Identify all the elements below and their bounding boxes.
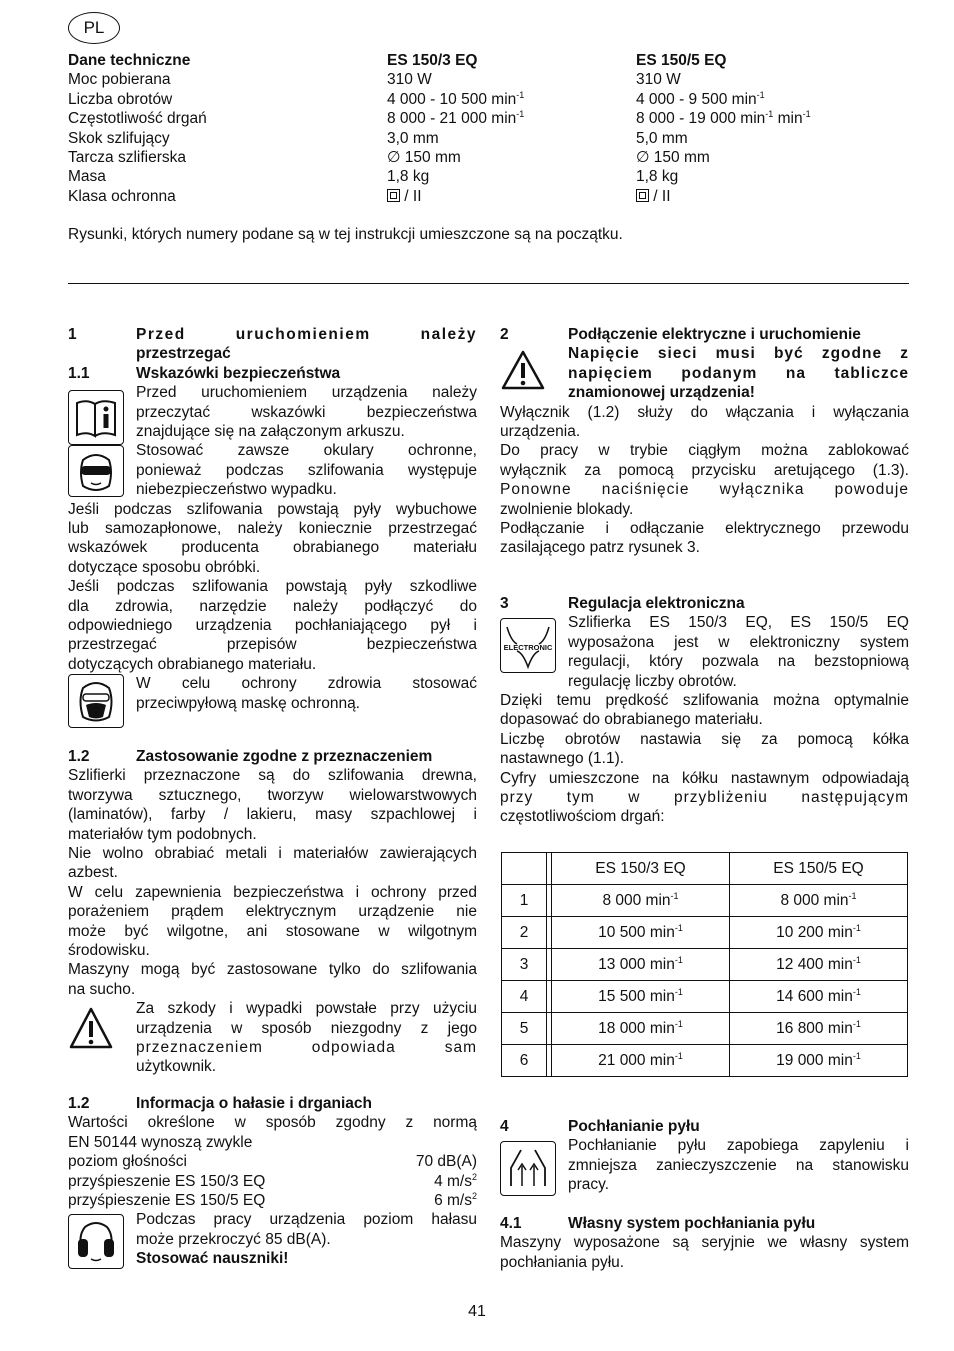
table-cell: 10 200 $\min^{-1}$ xyxy=(730,917,908,949)
table-cell: 4 xyxy=(502,981,547,1013)
spec-label: Liczba obrotów xyxy=(68,90,173,108)
left-column-2 xyxy=(68,747,477,1077)
spec-value-a: 4 000 - 10 500 $\min^{-1}$ xyxy=(387,89,525,108)
table-row xyxy=(502,949,908,981)
spec-label: Częstotliwość drgań xyxy=(68,110,207,128)
ear-protection-icon xyxy=(68,1214,124,1269)
digits-paragraph: Cyfry umieszczone na kółku nastawnym odpowiadają przy tym w przybliżeniu następującym częstotliwościom drgań: xyxy=(500,769,909,826)
table-cell: 21 000 $\min^{-1}$ xyxy=(552,1045,730,1077)
table-cell: 6 xyxy=(502,1045,547,1077)
spec-label: Skok szlifujący xyxy=(68,129,170,147)
moisture-paragraph: W celu zapewnienia bezpieczeństwa i ochrony przed porażeniem prądem elektrycznym urządzenie nie może być wilgotne, ani stosowane w wilgotnym środowisku. xyxy=(68,883,477,960)
spec-value-a: / II xyxy=(387,187,422,206)
table-header-cell: ES 150/5 EQ xyxy=(730,853,908,885)
spec-value-a: ∅ 150 mm xyxy=(387,149,461,166)
spec-row xyxy=(68,187,908,206)
spec-value-b: 310 W xyxy=(636,71,681,89)
specs-header-model-b: ES 150/5 EQ xyxy=(636,52,727,69)
spec-row xyxy=(68,109,908,128)
table-cell: 13 000 $\min^{-1}$ xyxy=(552,949,730,981)
dust-extraction-paragraph: Pochłanianie pyłu zapobiega zapyleniu i zmniejsza zanieczyszczenie na stanowisku pracy. xyxy=(568,1137,909,1194)
switch-paragraph: Wyłącznik (1.2) służy do włączania i wyłączania urządzenia. xyxy=(500,403,909,441)
double-insulation-icon xyxy=(636,189,649,202)
spec-value-a: 310 W xyxy=(387,71,432,89)
speed-paragraph: Dzięki temu prędkość szlifowania można optymalnie dopasować do obrabianego materiału. xyxy=(500,692,909,729)
electronics-paragraph: Szlifierka ES 150/3 EQ, ES 150/5 EQ wyposażona jest w elektroniczny system regulacji, który pozwala na bezstopniową regulację liczby obrotów. xyxy=(568,614,909,690)
manual-paragraph: Przed uruchomieniem urządzenia należy przeczytać wskazówki bezpieczeństwa znajdujące się na załączonym arkuszu. xyxy=(136,384,477,440)
spec-label: Klasa ochronna xyxy=(68,187,176,205)
right-column-3 xyxy=(500,1117,909,1195)
dry-only-paragraph: Maszyny mogą być zastosowane tylko do szlifowania na sucho. xyxy=(68,961,477,998)
hearing-paragraph: Podczas pracy urządzenia poziom hałasu może przekroczyć 85 dB(A). Stosować nauszniki! xyxy=(136,1211,477,1268)
spec-value-b: ∅ 150 mm xyxy=(636,149,710,166)
section-1-heading-cont: przestrzegać xyxy=(136,345,231,363)
page-number: 41 xyxy=(468,1303,486,1320)
warning-icon xyxy=(68,1005,114,1051)
table-cell: 10 500 $\min^{-1}$ xyxy=(552,917,730,949)
lock-paragraph: Do pracy w trybie ciągłym można zablokować wyłącznik za pomocą przycisku aretującego (1.3). Ponowne naciśnięcie wyłącznika powoduje zwolnienie blokady. xyxy=(500,442,909,518)
spec-value-a: 8 000 - 21 000 $\min^{-1}$ xyxy=(387,109,525,128)
specs-header-model-a: ES 150/3 EQ xyxy=(387,52,478,69)
table-row xyxy=(502,1013,908,1045)
cable-paragraph: Podłączanie i odłączanie elektrycznego przewodu zasilającego patrz rysunek 3. xyxy=(500,520,909,557)
manual-icon xyxy=(68,390,124,445)
electronic-icon xyxy=(500,618,556,673)
vibration-row-a: przyśpieszenie ES 150/3 EQ 4 $m/s^2$ xyxy=(68,1171,477,1190)
right-column xyxy=(500,325,909,558)
table-header-cell: ES 150/3 EQ xyxy=(552,853,730,885)
own-dust-system-paragraph: Maszyny wyposażone są seryjnie we własny system pochłaniania pyłu. xyxy=(500,1234,909,1271)
spec-value-b: 1,8 kg xyxy=(636,168,679,186)
specs-header-label: Dane techniczne xyxy=(68,52,191,69)
spec-row xyxy=(68,70,908,89)
section-noise-heading: 1.2 Informacja o hałasie i drganiach xyxy=(68,1095,373,1112)
harmful-dust-paragraph: Jeśli podczas szlifowania powstają pyły szkodliwe dla zdrowia, narzędzie należy podłączyć do odpowiedniego urządzenia pochłaniającego pył i przestrzegać przepisów bezpieczeństwa dotyczących obrabianego materiału. xyxy=(68,578,477,673)
specs-header xyxy=(68,51,908,70)
section-4-1-heading: 4.1 Własny system pochłaniania pyłu xyxy=(500,1215,816,1232)
table-cell: 16 800 $\min^{-1}$ xyxy=(730,1013,908,1045)
table-cell: 1 xyxy=(502,885,547,917)
section-1-2-heading: 1.2 Zastosowanie zgodne z przeznaczeniem xyxy=(68,748,433,765)
explosive-dust-paragraph: Jeśli podczas szlifowania powstają pyły wybuchowe lub samozapłonowe, należy koniecznie przestrzegać wskazówek producenta obrabianego materiału dotyczące sposobu obróbki. xyxy=(68,500,477,576)
table-row xyxy=(502,917,908,949)
wheel-paragraph: Liczbę obrotów nastawia się za pomocą kółka nastawnego (1.1). xyxy=(500,730,909,768)
spec-value-b: 4 000 - 9 500 $\min^{-1}$ xyxy=(636,89,765,108)
spec-value-b: 8 000 - 19 000 $\min^{-1} \min^{-1}$ xyxy=(636,109,811,128)
vibration-table xyxy=(501,852,908,1077)
spec-row xyxy=(68,148,908,167)
dust-mask-icon xyxy=(68,674,124,728)
dust-extraction-icon xyxy=(500,1141,556,1196)
table-row xyxy=(502,1045,908,1077)
table-cell: 12 400 $\min^{-1}$ xyxy=(730,949,908,981)
spec-label: Tarcza szlifierska xyxy=(68,149,186,166)
vibration-row-b: przyśpieszenie ES 150/5 EQ 6 $m/s^2$ xyxy=(68,1190,477,1209)
table-row xyxy=(502,981,908,1013)
table-cell: 8 000 $\min^{-1}$ xyxy=(730,885,908,917)
goggles-icon xyxy=(68,445,124,497)
table-cell: 5 xyxy=(502,1013,547,1045)
goggles-paragraph: Stosować zawsze okulary ochronne, ponieważ podczas szlifowania występuje niebezpieczeństwo wypadku. xyxy=(136,442,477,499)
mask-paragraph: W celu ochrony zdrowia stosować przeciwpyłową maskę ochronną. xyxy=(136,675,477,712)
section-2-heading-cont: Napięcie sieci musi być zgodne z napięciem podanym na tabliczce znamionowej urządzenia! xyxy=(568,345,909,402)
table-cell: 3 xyxy=(502,949,547,981)
divider xyxy=(68,283,909,284)
table-cell: 14 600 $\min^{-1}$ xyxy=(730,981,908,1013)
table-cell: 2 xyxy=(502,917,547,949)
metals-paragraph: Nie wolno obrabiać metali i materiałów zawierających azbest. xyxy=(68,845,477,882)
spec-value-a: 1,8 kg xyxy=(387,168,430,186)
electronic-icon-label: ELECTRONIC xyxy=(503,643,553,652)
figures-note: Rysunki, których numery podane są w tej instrukcji umieszczone są na początku. xyxy=(68,226,623,243)
table-cell: 15 500 $\min^{-1}$ xyxy=(552,981,730,1013)
liability-paragraph: Za szkody i wypadki powstałe przy użyciu urządzenia w sposób niezgodny z jego przeznaczeniem odpowiada sam użytkownik. xyxy=(136,1000,477,1076)
section-1-1-heading: 1.1 Wskazówki bezpieczeństwa xyxy=(68,364,341,382)
table-header-row xyxy=(502,853,908,885)
left-column-3 xyxy=(68,1094,477,1269)
noise-level-row: poziom głośności 70 dB(A) xyxy=(68,1153,477,1171)
spec-row xyxy=(68,167,908,186)
intended-use-paragraph: Szlifierki przeznaczone są do szlifowania drewna, tworzywa sztucznego, tworzyw wielowarstwowych (laminatów), farby / lakieru, masy szpachlowej i materiałów tym podobnych. xyxy=(68,767,477,843)
spec-value-b: / II xyxy=(636,187,671,206)
right-column-4 xyxy=(500,1214,909,1272)
spec-label: Masa xyxy=(68,168,106,186)
table-row xyxy=(502,885,908,917)
section-1-heading: 1 Przed uruchomieniem należy xyxy=(68,326,477,343)
left-column xyxy=(68,325,477,713)
section-4-heading: 4 Pochłanianie pyłu xyxy=(500,1118,700,1135)
double-insulation-icon xyxy=(387,189,400,202)
table-cell: 18 000 $\min^{-1}$ xyxy=(552,1013,730,1045)
spec-row xyxy=(68,90,908,109)
spec-label: Moc pobierana xyxy=(68,71,171,89)
spec-value-b: 5,0 mm xyxy=(636,129,688,147)
right-column-2 xyxy=(500,594,909,827)
language-badge: PL xyxy=(68,12,120,44)
section-3-heading: 3 Regulacja elektroniczna xyxy=(500,595,745,612)
spec-row xyxy=(68,129,908,148)
section-2-heading: 2 Podłączenie elektryczne i uruchomienie xyxy=(500,326,861,343)
table-cell: 8 000 $\min^{-1}$ xyxy=(552,885,730,917)
spec-value-a: 3,0 mm xyxy=(387,129,439,147)
table-cell: 19 000 $\min^{-1}$ xyxy=(730,1045,908,1077)
noise-paragraph: Wartości określone w sposób zgodny z normą EN 50144 wynoszą zwykle xyxy=(68,1114,477,1151)
warning-icon xyxy=(500,349,546,391)
